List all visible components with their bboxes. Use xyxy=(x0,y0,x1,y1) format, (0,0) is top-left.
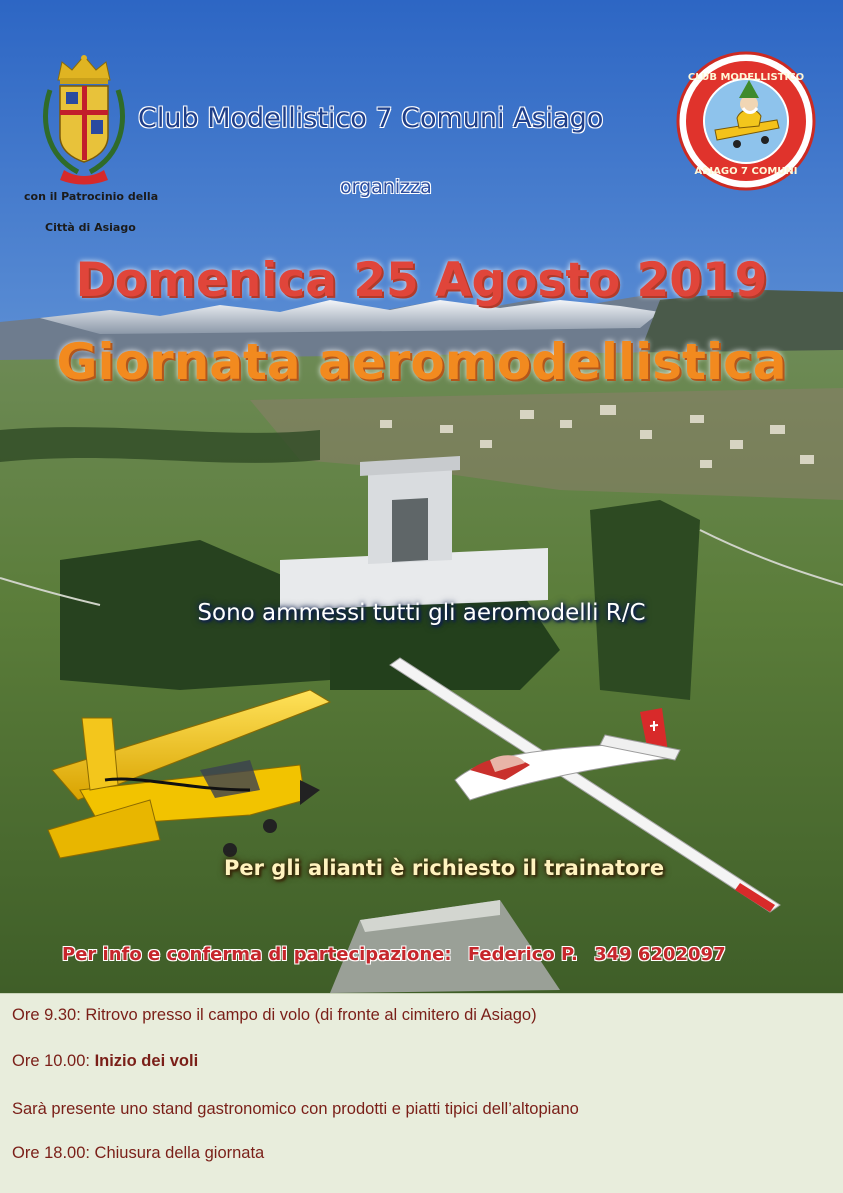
contact-info xyxy=(62,944,726,965)
schedule-line-food-stand: Sarà presente uno stand gastronomico con prodotti e piatti tipici dell’altopiano xyxy=(12,1100,579,1118)
schedule-line-meeting: Ore 9.30: Ritrovo presso il campo di volo (di fronte al cimitero di Asiago) xyxy=(12,1006,537,1024)
patronage-line-1: con il Patrocinio della xyxy=(24,190,159,203)
schedule-time-label: Ore 10.00: xyxy=(12,1052,95,1070)
admitted-models-text: Sono ammessi tutti gli aeromodelli R/C xyxy=(197,600,646,626)
club-modellistico-badge-icon xyxy=(675,50,817,192)
schedule-line-closing: Ore 18.00: Chiusura della giornata xyxy=(12,1144,265,1162)
contact-label: Per info e conferma di partecipazione: xyxy=(62,944,452,965)
contact-name: Federico P. xyxy=(467,944,578,965)
glider-tow-note: Per gli alianti è richiesto il trainatore xyxy=(224,856,665,880)
schedule-flights-start: Inizio dei voli xyxy=(94,1052,199,1070)
event-date: Domenica 25 Agosto 2019 xyxy=(75,253,768,308)
patronage-line-2: Città di Asiago xyxy=(45,221,136,234)
organizza-label: organizza xyxy=(340,176,432,198)
schedule-panel xyxy=(0,993,843,1193)
badge-text: CLUB MODELLISTICO xyxy=(687,72,805,83)
svg-text:ASIAGO 7 COMUNI: ASIAGO 7 COMUNI xyxy=(694,166,798,177)
club-title: Club Modellistico 7 Comuni Asiago xyxy=(138,103,604,134)
asiago-coat-of-arms-icon xyxy=(36,50,132,188)
contact-phone: 349 6202097 xyxy=(594,944,726,965)
event-title: Giornata aeromodellistica xyxy=(56,333,787,391)
schedule-line-flights xyxy=(12,1052,198,1071)
